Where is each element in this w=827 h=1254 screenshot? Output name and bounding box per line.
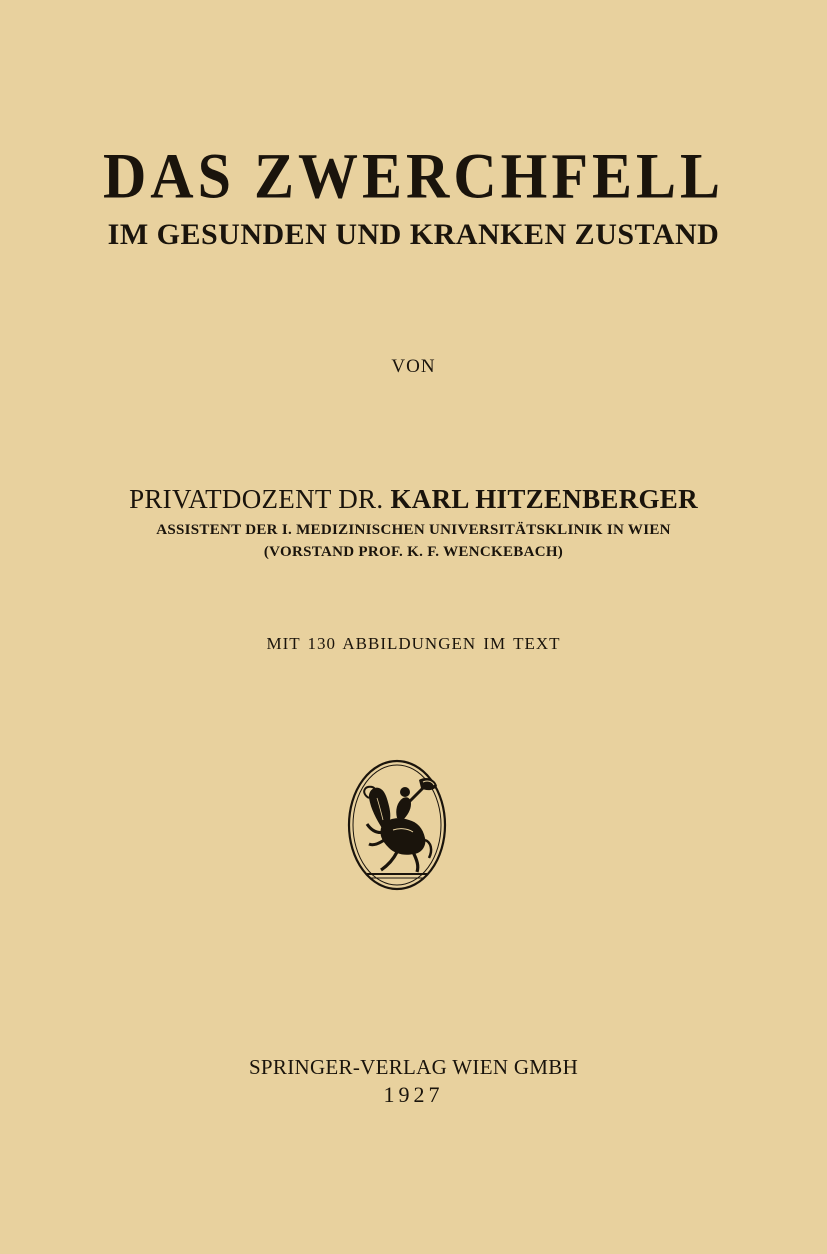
book-title: DAS ZWERCHFELL — [102, 140, 725, 212]
author-name: KARL HITZENBERGER — [390, 484, 698, 514]
author-prefix: PRIVATDOZENT — [129, 484, 332, 514]
by-line: VON — [391, 356, 436, 377]
author-affiliation-note: (VORSTAND PROF. K. F. WENCKEBACH) — [263, 544, 564, 560]
author-title: DR. — [338, 484, 384, 514]
publication-year: 1927 — [383, 1082, 444, 1107]
springer-knight-emblem-icon — [347, 758, 447, 892]
book-subtitle: IM GESUNDEN UND KRANKEN ZUSTAND — [107, 218, 720, 251]
figures-note: MIT 130 ABBILDUNGEN IM TEXT — [266, 634, 561, 653]
author-line — [0, 484, 827, 515]
author-affiliation: ASSISTENT DER I. MEDIZINISCHEN UNIVERSITÄTSKLINIK IN WIEN — [156, 522, 671, 538]
publisher-name: SPRINGER-VERLAG WIEN GMBH — [248, 1055, 579, 1079]
